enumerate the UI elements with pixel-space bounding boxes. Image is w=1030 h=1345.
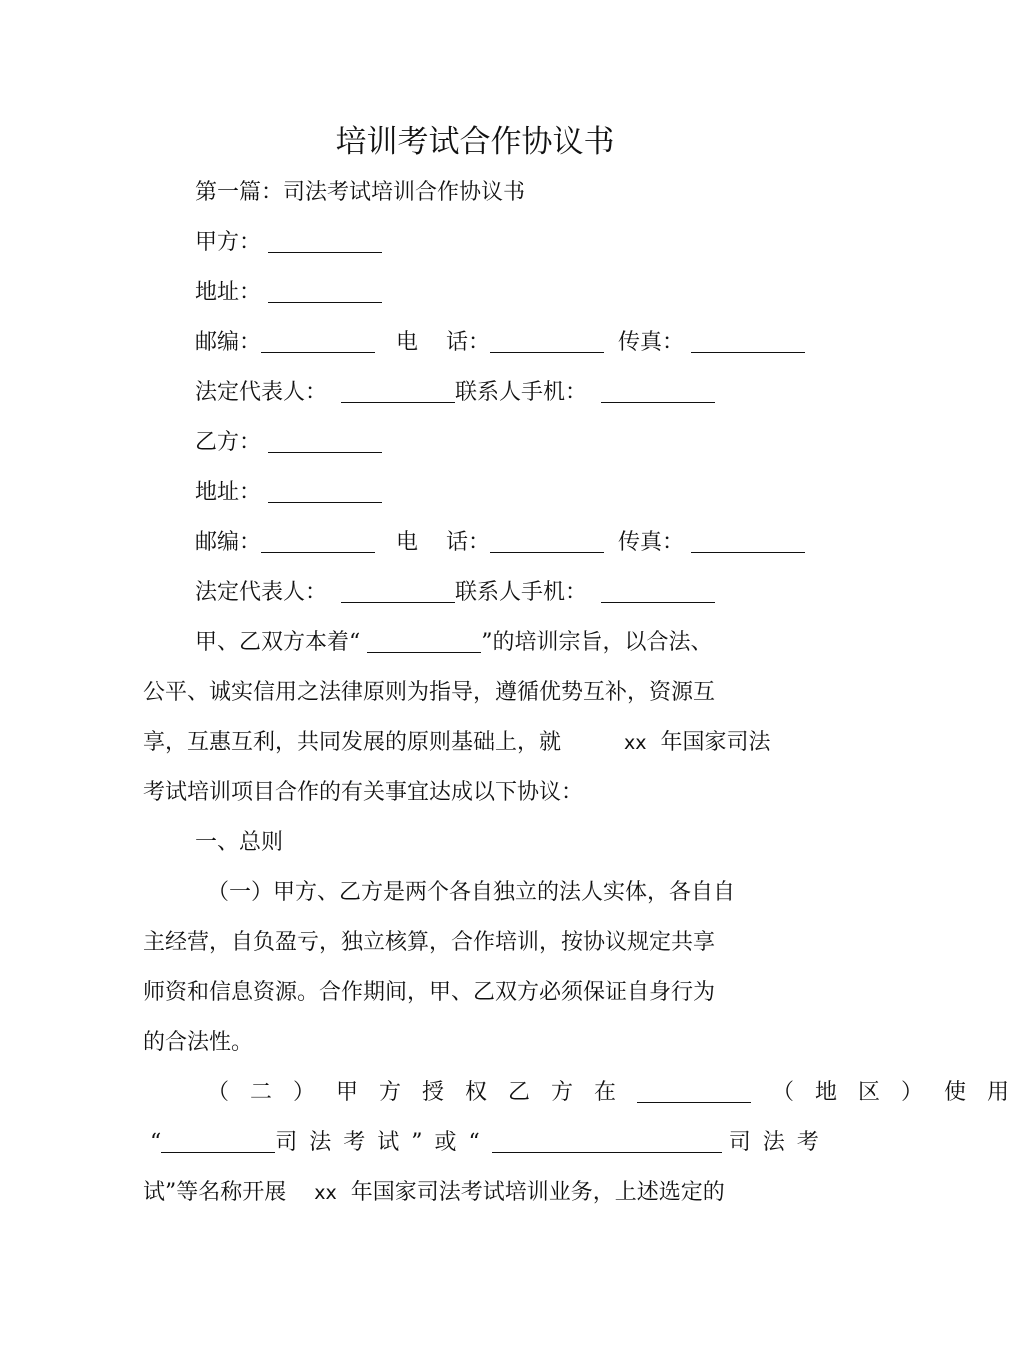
clause-1-line-1: （一）甲方、乙方是两个各自独立的法人实体，各自自 [207,880,736,905]
clause-2-line-1 [207,1078,1030,1108]
party-a-line [195,228,382,258]
legal-rep-label: 法定代表人： [195,580,328,605]
fax-blank [691,532,805,553]
party-a-address-blank [268,282,382,303]
clause-1-line-2: 主经营，自负盈亏，独立核算，合作培训，按协议规定共享 [143,930,716,955]
party-a-label: 甲方： [195,230,262,255]
section-heading: 一、总则 [195,830,284,855]
fax-label: 传真： [618,530,685,555]
clause-1-line-4: 的合法性。 [143,1030,254,1055]
intro-text: 享，互惠互利，共同发展的原则基础上，就 [143,730,562,755]
party-b-rep-line [195,578,715,608]
phone-label-2: 话： [446,530,491,555]
clause-text: 司法考试”或“ [275,1130,492,1155]
party-b-address-line [195,478,382,508]
postcode-label: 邮编： [195,530,262,555]
region-blank [637,1082,751,1103]
clause-2-line-3 [143,1178,725,1208]
postcode-label: 邮编： [195,330,262,355]
phone-blank [490,532,604,553]
clause-text: “ [150,1130,162,1155]
party-a-address-label: 地址： [195,280,262,305]
legal-rep-blank [341,582,455,603]
clause-text: （地区）使用 [772,1080,1030,1105]
document-title: 培训考试合作协议书 [335,124,615,160]
party-b-address-label: 地址： [195,480,262,505]
party-a-rep-line [195,378,715,408]
postcode-blank [261,332,375,353]
purpose-blank [367,632,481,653]
phone-blank [490,332,604,353]
postcode-blank [261,532,375,553]
phone-label-1: 电 [396,330,419,355]
clause-text: 试”等名称开展 [143,1180,287,1205]
clause-text: （二）甲方授权乙方在 [207,1080,638,1105]
intro-text: ”的培训宗旨，以合法、 [481,630,713,655]
exam-name-blank-1 [161,1132,275,1153]
phone-label-1: 电 [396,530,419,555]
intro-text: 甲、乙双方本着“ [195,630,361,655]
year-placeholder: xx [623,732,647,754]
party-a-blank [268,232,382,253]
intro-line-3 [143,728,770,758]
intro-line-1 [195,628,713,658]
legal-rep-blank [341,382,455,403]
fax-blank [691,332,805,353]
mobile-blank [601,582,715,603]
party-a-contact-line [195,328,805,358]
party-b-line [195,428,382,458]
party-b-contact-line [195,528,805,558]
legal-rep-label: 法定代表人： [195,380,328,405]
year-placeholder: xx [314,1182,337,1204]
party-a-address-line [195,278,382,308]
phone-label-2: 话： [446,330,491,355]
mobile-label: 联系人手机： [455,580,588,605]
party-b-address-blank [268,482,382,503]
clause-2-line-2 [150,1128,831,1158]
mobile-blank [601,382,715,403]
clause-text: 司法考 [728,1130,831,1155]
intro-line-2: 公平、诚实信用之法律原则为指导，遵循优势互补，资源互 [143,680,716,705]
intro-line-4: 考试培训项目合作的有关事宜达成以下协议： [143,780,584,805]
mobile-label: 联系人手机： [455,380,588,405]
subtitle: 第一篇：司法考试培训合作协议书 [195,180,526,205]
party-b-blank [268,432,382,453]
clause-1-line-3: 师资和信息资源。合作期间，甲、乙双方必须保证自身行为 [143,980,716,1005]
clause-text: 年国家司法考试培训业务，上述选定的 [350,1180,725,1205]
fax-label: 传真： [618,330,685,355]
exam-name-blank-2 [492,1132,722,1153]
party-b-label: 乙方： [195,430,262,455]
intro-text: 年国家司法 [660,730,771,755]
